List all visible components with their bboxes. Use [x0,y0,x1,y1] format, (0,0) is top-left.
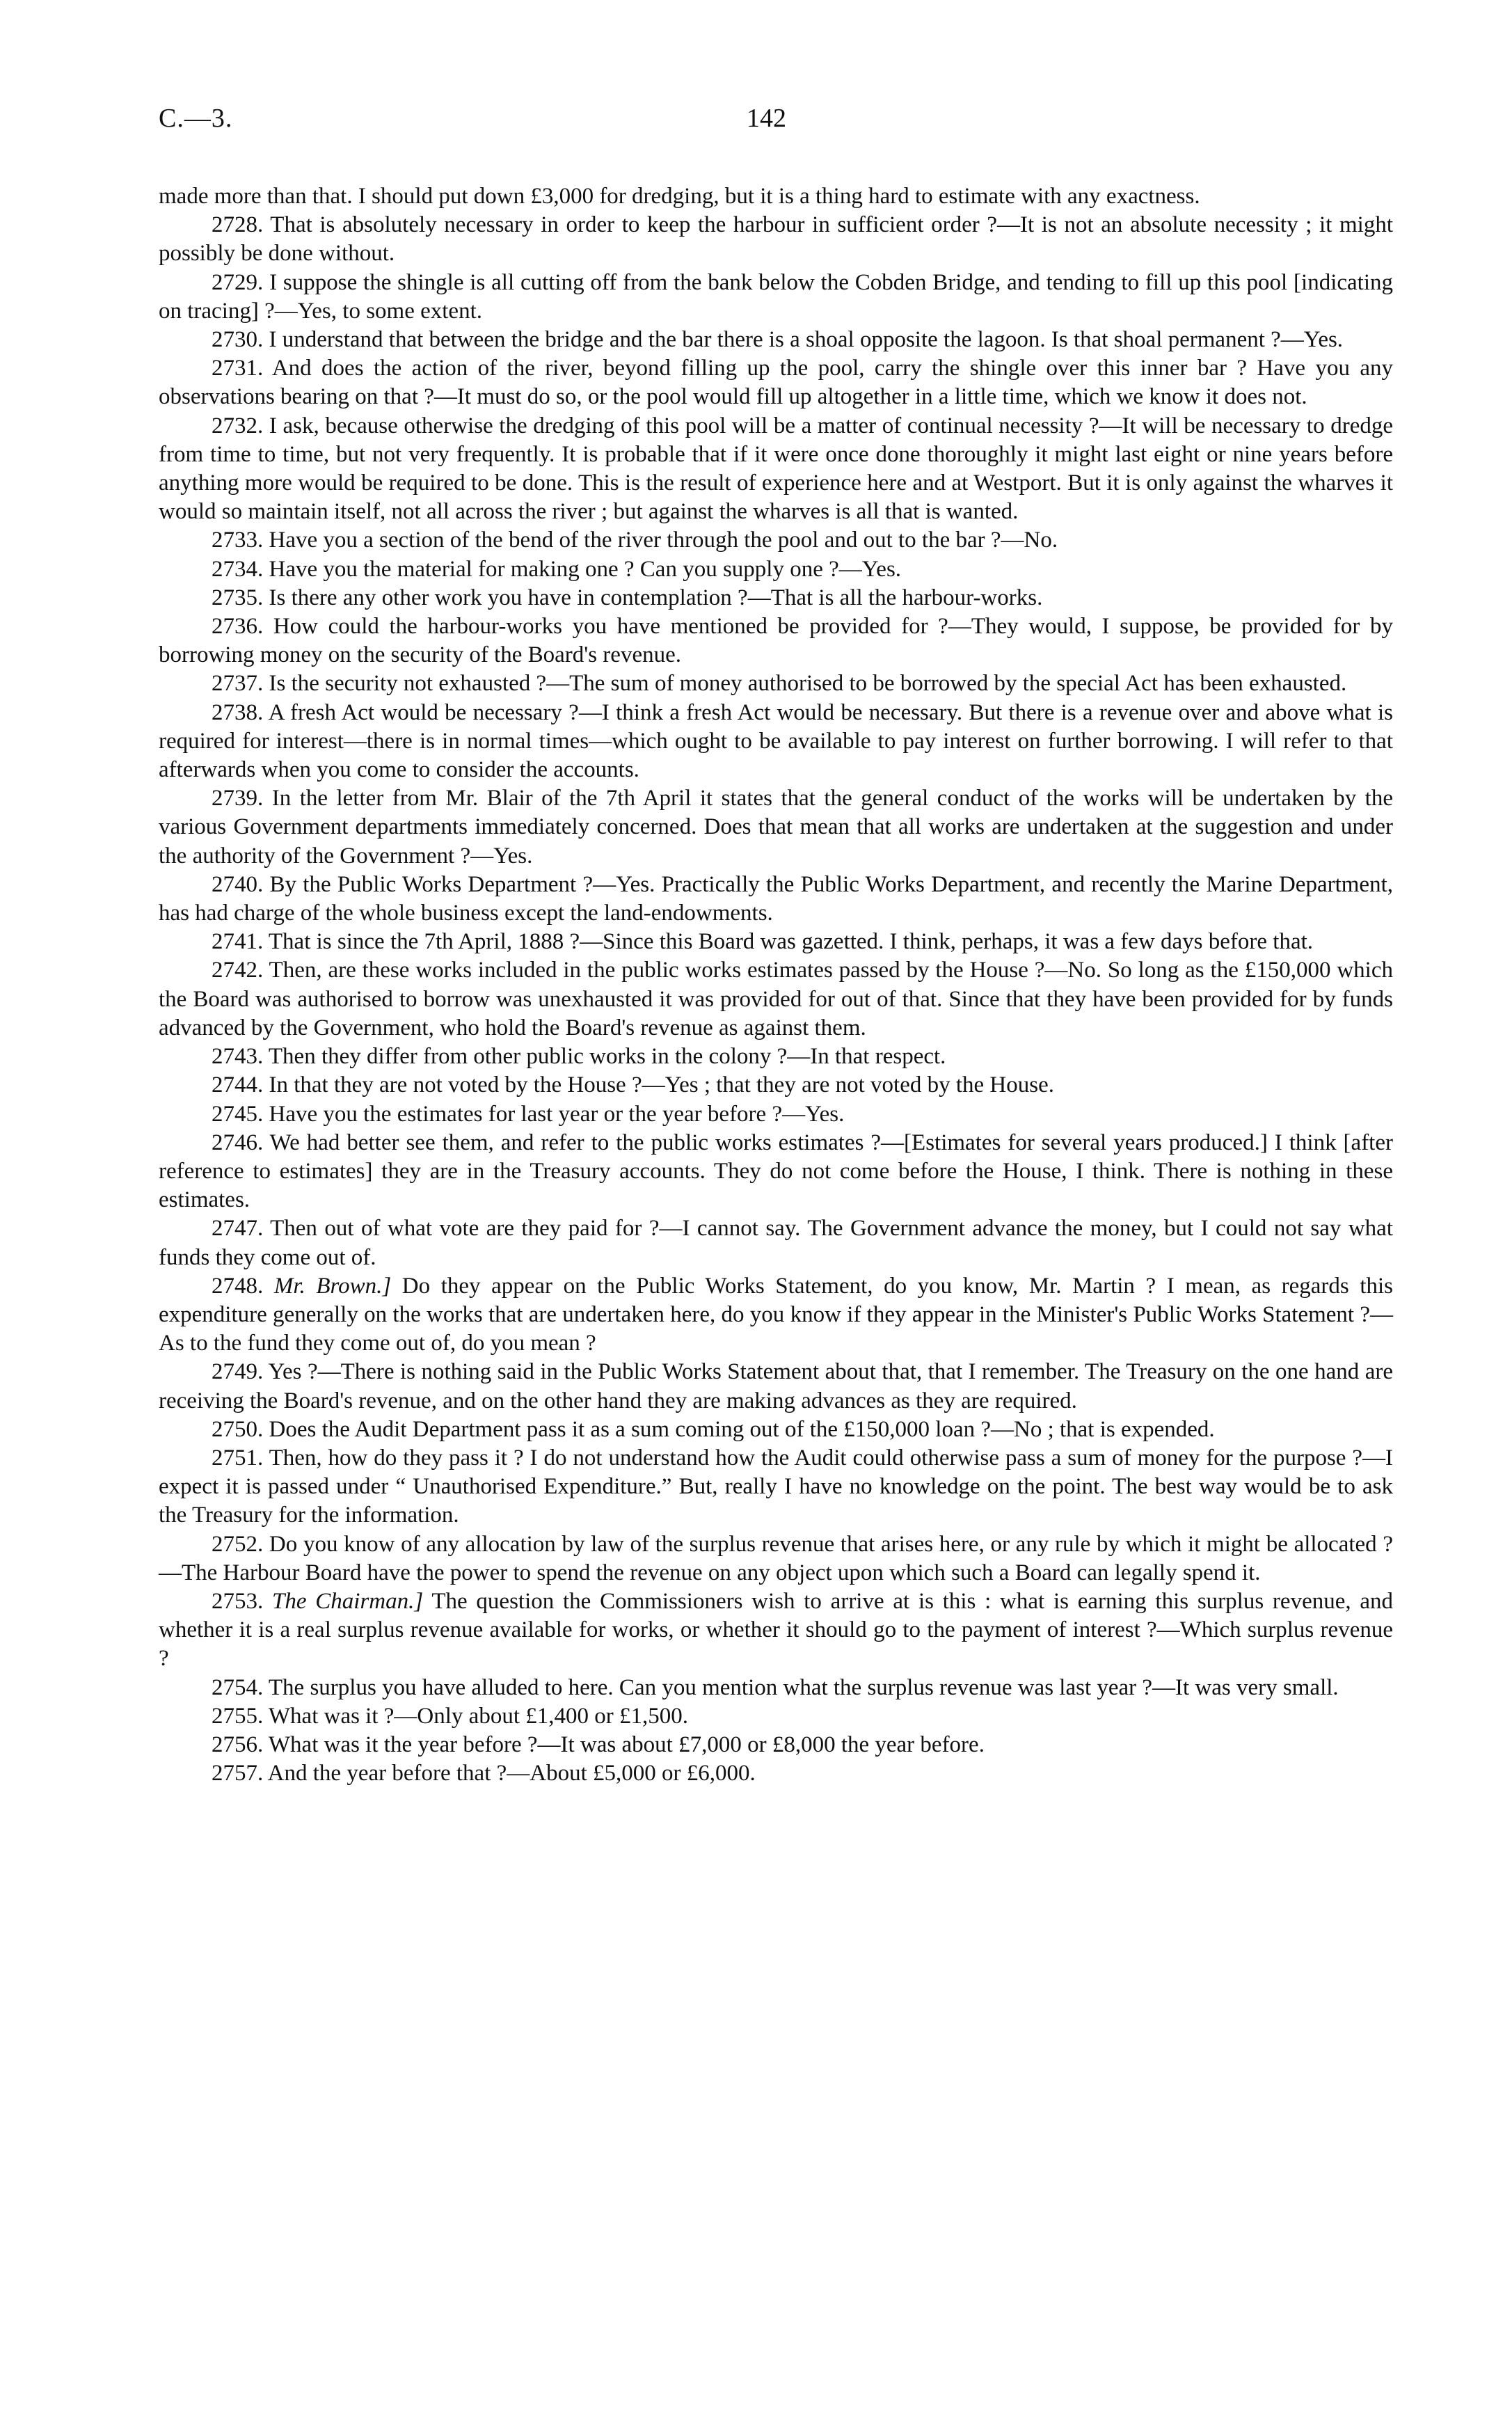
paragraph: 2744. In that they are not voted by the House ?—Yes ; that they are not voted by the House. [212,1072,1054,1098]
speaker-name: Mr. Brown.] [273,1273,392,1299]
paragraph: 2751. Then, how do they pass it ? I do not understand how the Audit could otherwise pass a sum of money for the purpose ?—I expect it is passed under “ Unauthorised Expenditure.” But, really I have no knowledge on the point. The best way would be to ask the Treasury for the information. [159,1445,1393,1528]
evidence-body [159,182,1393,1788]
paragraph: 2736. How could the harbour-works you have mentioned be provided for ?—They would, I suppose, be provided for by borrowing money on the security of the Board's revenue. [159,614,1393,668]
paragraph: 2730. I understand that between the bridge and the bar there is a shoal opposite the lagoon. Is that shoal permanent ?—Yes. [212,327,1344,353]
paragraph: 2746. We had better see them, and refer to the public works estimates ?—[Estimates for several years produced.] I think [after reference to estimates] they are in the Treasury accounts. They do not come before the House, I think. There is nothing in these estimates. [159,1130,1393,1213]
paragraph: 2738. A fresh Act would be necessary ?—I think a fresh Act would be necessary. But there is a revenue over and above what is required for interest—there is in normal times—which ought to be available to pay interest on further borrowing. I will refer to that afterwards when you come to consider the accounts. [159,699,1393,783]
paragraph: 2741. That is since the 7th April, 1888 ?—Since this Board was gazetted. I think, perhaps, it was a few days before that. [212,929,1314,955]
paragraph-text: The question the Commissioners wish to arrive at is this : what is earning this surplus revenue, and whether it is a real surplus revenue available for works, or whether it should go to the payment of interest ?—Which surplus revenue ? [159,1588,1394,1672]
paragraph: 2731. And does the action of the river, beyond filling up the pool, carry the shingle over this inner bar ? Have you any observations bearing on that ?—It must do so, or the pool would fill up altogether in a little time, which we know it does not. [159,356,1393,410]
paragraph: 2747. Then out of what vote are they paid for ?—I cannot say. The Government advance the money, but I could not say what funds they come out of. [159,1216,1393,1270]
paragraph: 2733. Have you a section of the bend of the river through the pool and out to the bar ?—No. [212,528,1058,553]
paragraph: 2749. Yes ?—There is nothing said in the Public Works Statement about that, that I remember. The Treasury on the one hand are receiving the Board's revenue, and on the other hand they are making advances as they are required. [159,1359,1393,1413]
paragraph: 2737. Is the security not exhausted ?—The sum of money authorised to be borrowed by the special Act has been exhausted. [212,671,1347,697]
paragraph: 2735. Is there any other work you have in contemplation ?—That is all the harbour-works. [212,585,1043,610]
paragraph-with-speaker [159,1587,1393,1674]
paragraph-with-speaker [159,1272,1393,1358]
document-code: C.—3. [159,104,233,133]
paragraph: 2752. Do you know of any allocation by law of the surplus revenue that arises here, or any rule by which it might be allocated ?—The Harbour Board have the power to spend the revenue on any object upon which such a Board can legally spend it. [159,1531,1393,1585]
paragraph: 2742. Then, are these works included in the public works estimates passed by the House ?—No. So long as the £150,000 which the Board was authorised to borrow was unexhausted it was provided for out of that. Since that they have been provided for by funds advanced by the Government, who hold the Board's revenue as against them. [159,958,1393,1040]
paragraph: 2729. I suppose the shingle is all cutting off from the bank below the Cobden Bridge, and tending to fill up this pool [indicating on tracing] ?—Yes, to some extent. [159,269,1393,324]
paragraph: 2750. Does the Audit Department pass it as a sum coming out of the £150,000 loan ?—No ; that is expended. [212,1416,1215,1442]
paragraph: 2740. By the Public Works Department ?—Yes. Practically the Public Works Department, and recently the Marine Department, has had charge of the whole business except the land-endowments. [159,871,1393,926]
question-number: 2748. [212,1273,274,1299]
paragraph: 2754. The surplus you have alluded to here. Can you mention what the surplus revenue was last year ?—It was very small. [212,1674,1339,1700]
paragraph: 2734. Have you the material for making one ? Can you supply one ?—Yes. [212,556,902,582]
paragraph: 2732. I ask, because otherwise the dredging of this pool will be a matter of continual necessity ?—It will be necessary to dredge from time to time, but not very frequently. It is probable that if it were once done thoroughly it might last eight or nine years before anything more would be required to be done. This is the result of experience here and at Westport. But it is only against the wharves it would so maintain itself, not all across the river ; but against the wharves is all that is wanted. [159,413,1393,525]
speaker-name: The Chairman.] [272,1588,424,1614]
page-header [159,103,1390,145]
paragraph: 2757. And the year before that ?—About £5,000 or £6,000. [212,1761,756,1786]
page-number: 142 [747,104,786,133]
paragraph: 2745. Have you the estimates for last year or the year before ?—Yes. [212,1101,845,1127]
question-number: 2753. [212,1588,273,1614]
paragraph: 2756. What was it the year before ?—It was about £7,000 or £8,000 the year before. [212,1731,985,1757]
paragraph-text: Do they appear on the Public Works Statement, do you know, Mr. Martin ? I mean, as regards this expenditure generally on the works that are undertaken here, do you know if they appear in the Minister's Public Works Statement ?—As to the fund they come out of, do you mean ? [159,1273,1393,1356]
paragraph: 2739. In the letter from Mr. Blair of the 7th April it states that the general conduct of the works will be undertaken by the various Government departments immediately concerned. Does that mean that all works are undertaken at the suggestion and under the authority of the Government ?—Yes. [159,786,1393,869]
paragraph: 2755. What was it ?—Only about £1,400 or £1,500. [212,1703,688,1729]
paragraph: 2728. That is absolutely necessary in order to keep the harbour in sufficient order ?—It is not an absolute necessity ; it might possibly be done without. [159,212,1393,267]
paragraph: made more than that. I should put down £3,000 for dredging, but it is a thing hard to estimate with any exactness. [159,184,1200,209]
paragraph: 2743. Then they differ from other public works in the colony ?—In that respect. [212,1044,946,1070]
